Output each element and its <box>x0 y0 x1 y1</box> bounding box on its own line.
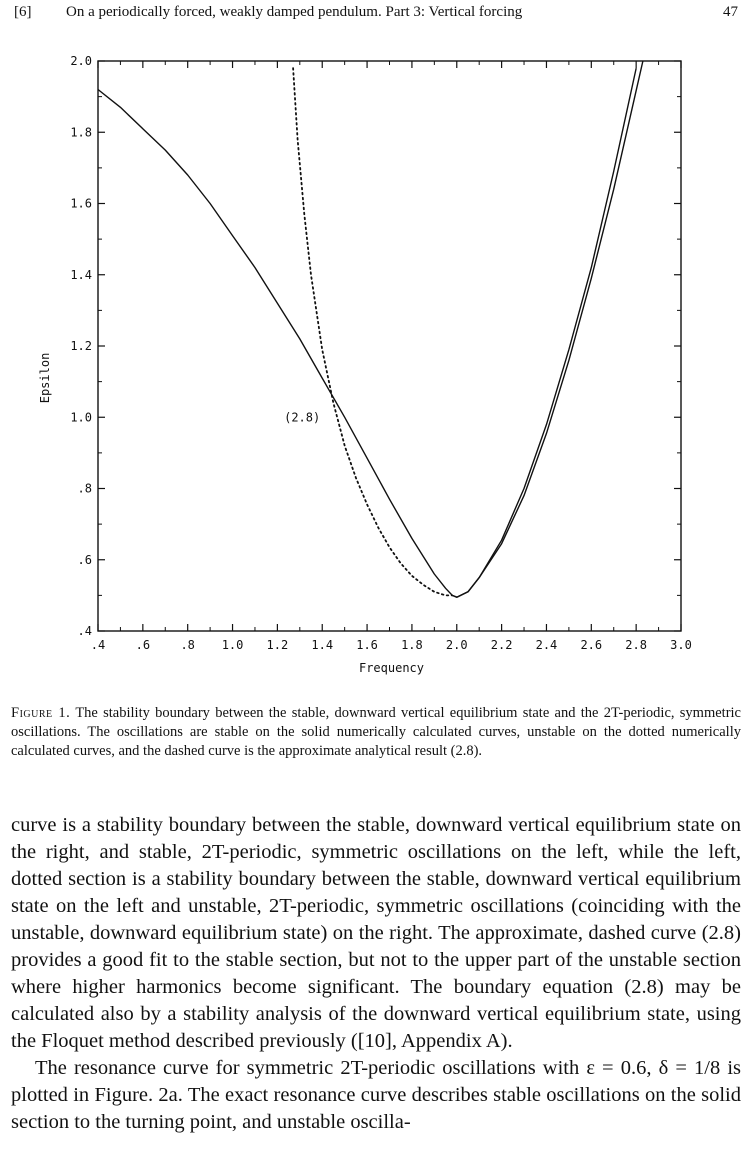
y-tick-label: 1.6 <box>70 196 92 211</box>
y-tick-label: .8 <box>77 481 92 496</box>
figure-caption <box>11 704 741 761</box>
y-tick-label: 1.2 <box>70 339 92 353</box>
equation-annotation: (2.8) <box>284 410 321 425</box>
x-tick-label: 3.0 <box>670 638 692 652</box>
x-tick-label: .8 <box>180 638 195 652</box>
section-number: [6] <box>14 4 32 20</box>
y-tick-label: 1.8 <box>70 125 92 140</box>
body-paragraph: The resonance curve for symmetric 2T-periodic oscillations with ε = 0.6, δ = 1/8 is plotted in Figure. 2a. The exact resonance curve describes stable oscillations on the solid section to the turning point, and unstable oscilla- <box>11 1057 741 1133</box>
y-tick-label: 2.0 <box>70 54 92 68</box>
stable-boundary-solid-curve-1 <box>98 68 636 597</box>
running-title: On a periodically forced, weakly damped pendulum. Part 3: Vertical forcing <box>66 4 523 20</box>
x-tick-label: 2.6 <box>580 638 603 652</box>
body-paragraph: curve is a stability boundary between the stable, downward vertical equilibrium state on the right, and stable, 2T-periodic, symmetric oscillations on the left, while the left, dotted section is a stability boundary between the stable, downward vertical equilibrium state on the left and unstable, 2T-periodic, symmetric oscillations (coinciding with the unstable, downward equilibrium state) on the right. The approximate, dashed curve (2.8) provides a good fit to the stable section, but not to the upper part of the unstable section where higher harmonics become significant. The boundary equation (2.8) may be calculated also by a stability analysis of the downward vertical equilibrium state, using the Floquet method described previously ([10], Appendix A). <box>11 814 741 1052</box>
y-axis-label: Epsilon <box>38 352 52 404</box>
figure-label: Figure 1. <box>11 705 71 721</box>
page-header <box>14 4 738 26</box>
x-tick-label: 2.8 <box>625 638 647 652</box>
unstable-boundary-dotted-curve <box>293 68 452 595</box>
x-tick-label: .4 <box>90 638 106 652</box>
x-tick-label: 1.2 <box>266 638 289 652</box>
y-tick-label: .6 <box>77 552 92 567</box>
x-tick-label: 1.0 <box>221 638 244 652</box>
stable-boundary-solid-curve-2 <box>452 61 643 597</box>
y-tick-label: 1.0 <box>70 410 92 425</box>
x-tick-label: 2.4 <box>535 638 558 652</box>
body-text <box>11 812 741 1136</box>
x-tick-label: 1.4 <box>311 638 334 652</box>
x-tick-label: 1.8 <box>401 638 423 652</box>
page-number: 47 <box>723 4 738 20</box>
x-tick-label: 1.6 <box>356 638 378 652</box>
x-tick-label: 2.0 <box>445 638 468 652</box>
y-tick-label: .4 <box>77 624 92 638</box>
stability-boundary-chart <box>0 46 750 686</box>
x-tick-label: .6 <box>135 638 151 652</box>
figure-caption-text: The stability boundary between the stable, downward vertical equilibrium state and the 2T-periodic, symmetric oscillations. The oscillations are stable on the solid numerically calculated curves, unstable on the dotted numerically calculated curves, and the dashed curve is the approximate analytical result (2.8). <box>11 705 741 759</box>
y-tick-label: 1.4 <box>70 267 92 282</box>
x-axis-label: Frequency <box>358 661 425 675</box>
plot-layer <box>38 54 692 675</box>
x-tick-label: 2.2 <box>490 638 513 652</box>
